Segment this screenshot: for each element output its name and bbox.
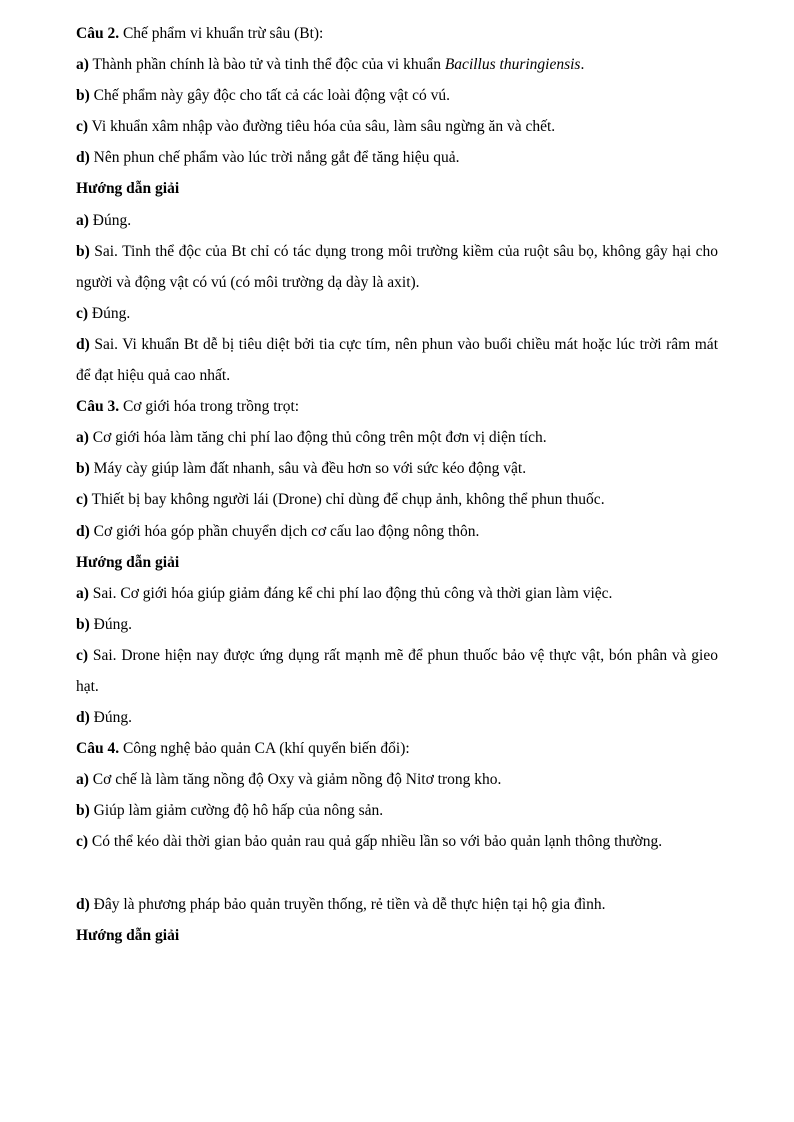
question-3-answer-b	[76, 609, 718, 640]
question-text: Cơ giới hóa trong trồng trọt:	[119, 398, 300, 416]
question-2-title	[76, 18, 718, 49]
option-text: Đây là phương pháp bảo quản truyền thống, rẻ tiền và dễ thực hiện tại hộ gia đình.	[89, 895, 606, 913]
question-3-option-d	[76, 516, 718, 547]
option-key: b)	[76, 87, 90, 105]
option-key: d)	[76, 895, 90, 913]
option-text: Cơ chế là làm tăng nồng độ Oxy và giảm nồng độ Nitơ trong kho.	[88, 771, 502, 789]
question-4-option-d	[76, 889, 718, 920]
option-key: a)	[76, 429, 89, 447]
answer-text: Sai. Tinh thể độc của Bt chỉ có tác dụng trong môi trường kiềm của ruột sâu bọ, không gây hại cho người và động vật có vú (có môi trường dạ dày là axit).	[76, 242, 718, 291]
question-text: Chế phẩm vi khuẩn trừ sâu (Bt):	[119, 25, 324, 42]
option-text: Thiết bị bay không người lái (Drone) chỉ dùng để chụp ảnh, không thể phun thuốc.	[88, 491, 605, 509]
answer-key: a)	[76, 211, 89, 229]
question-4-option-b	[76, 795, 718, 826]
question-text: Công nghệ bảo quản CA (khí quyển biến đổi):	[119, 740, 410, 758]
answer-text: Đúng.	[89, 615, 132, 633]
answer-key: c)	[76, 304, 89, 322]
question-3-option-b	[76, 453, 718, 484]
question-3-option-a	[76, 422, 718, 453]
answer-text: Đúng.	[88, 304, 131, 322]
option-key: b)	[76, 460, 90, 478]
option-text: Thành phần chính là bào tử và tinh thể độc của vi khuẩn	[88, 56, 445, 74]
option-text: Giúp làm giảm cường độ hô hấp của nông sản.	[89, 802, 384, 820]
species-name: Bacillus thuringiensis	[444, 56, 581, 74]
option-text: Chế phẩm này gây độc cho tất cả các loài động vật có vú.	[89, 87, 451, 105]
option-key: a)	[76, 56, 89, 74]
document-page	[76, 18, 718, 951]
option-text: Cơ giới hóa làm tăng chi phí lao động thủ công trên một đơn vị diện tích.	[88, 429, 547, 447]
question-3-answer-a	[76, 578, 718, 609]
question-2-answer-c	[76, 298, 718, 329]
answer-key: d)	[76, 335, 90, 353]
option-tail: .	[580, 56, 585, 74]
option-text: Nên phun chế phẩm vào lúc trời nắng gắt để tăng hiệu quả.	[89, 149, 460, 167]
question-2-option-a	[76, 49, 718, 80]
answer-key: c)	[76, 646, 89, 664]
option-key: c)	[76, 118, 89, 136]
answer-text: Sai. Vi khuẩn Bt dễ bị tiêu diệt bởi tia cực tím, nên phun vào buổi chiều mát hoặc lúc trời râm mát để đạt hiệu quả cao nhất.	[76, 335, 718, 385]
answer-text: Sai. Cơ giới hóa giúp giảm đáng kể chi phí lao động thủ công và thời gian làm việc.	[88, 584, 613, 602]
question-2-option-d	[76, 142, 718, 173]
question-label: Câu 2.	[76, 25, 120, 42]
question-2-answer-b	[76, 236, 718, 298]
question-4-option-a	[76, 764, 718, 795]
option-text: Có thể kéo dài thời gian bảo quản rau quả gấp nhiều lần so với bảo quản lạnh thông thường.	[88, 833, 663, 851]
question-2-option-c	[76, 111, 718, 142]
question-4-title	[76, 733, 718, 764]
answer-text: Đúng.	[88, 211, 132, 229]
option-key: d)	[76, 149, 90, 167]
answer-key: a)	[76, 584, 89, 602]
question-4-option-c	[76, 826, 718, 888]
answer-text: Sai. Drone hiện nay được ứng dụng rất mạnh mẽ để phun thuốc bảo vệ thực vật, bón phân và gieo hạt.	[76, 646, 718, 695]
answer-key: b)	[76, 615, 90, 633]
question-label: Câu 3.	[76, 398, 120, 416]
question-label: Câu 4.	[76, 740, 120, 758]
question-3-answer-d	[76, 702, 718, 733]
option-key: d)	[76, 522, 90, 540]
guide-heading: Hướng dẫn giải	[76, 553, 180, 571]
option-key: b)	[76, 802, 90, 820]
option-key: c)	[76, 833, 89, 851]
answer-key: d)	[76, 709, 90, 727]
option-key: c)	[76, 491, 89, 509]
question-2-answer-d	[76, 329, 718, 391]
answer-text: Đúng.	[89, 709, 132, 727]
option-text: Cơ giới hóa góp phần chuyển dịch cơ cấu lao động nông thôn.	[89, 522, 480, 540]
guide-heading: Hướng dẫn giải	[76, 926, 180, 944]
question-3-title	[76, 391, 718, 422]
question-2-answer-a	[76, 205, 718, 236]
answer-key: b)	[76, 242, 90, 260]
question-3-answer-c	[76, 640, 718, 702]
guide-heading: Hướng dẫn giải	[76, 180, 180, 198]
option-key: a)	[76, 771, 89, 789]
option-text: Vi khuẩn xâm nhập vào đường tiêu hóa của sâu, làm sâu ngừng ăn và chết.	[88, 118, 556, 136]
question-3-option-c	[76, 484, 718, 515]
question-2-option-b	[76, 80, 718, 111]
option-text: Máy cày giúp làm đất nhanh, sâu và đều hơn so với sức kéo động vật.	[89, 460, 527, 478]
